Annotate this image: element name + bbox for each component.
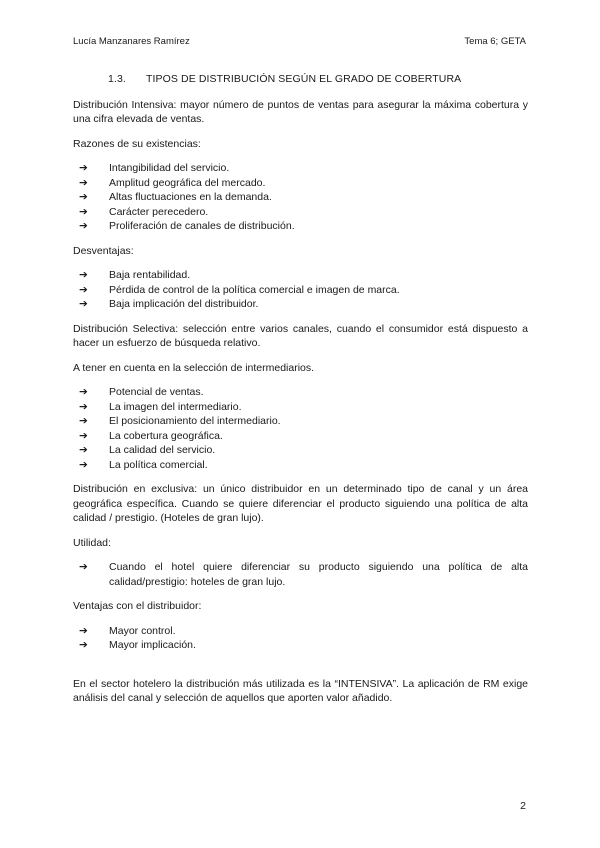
selectiva-consider-list bbox=[73, 385, 528, 472]
arrow-bullet-icon: ➔ bbox=[79, 386, 88, 398]
list-item bbox=[79, 297, 528, 312]
list-item-text: Baja implicación del distribuidor. bbox=[109, 298, 259, 310]
arrow-bullet-icon: ➔ bbox=[79, 220, 88, 232]
list-item-text: El posicionamiento del intermediario. bbox=[109, 415, 281, 427]
selectiva-consider-label: A tener en cuenta en la selección de intermediarios. bbox=[73, 361, 315, 374]
list-item bbox=[79, 205, 528, 220]
list-item bbox=[79, 161, 528, 176]
intensiva-disadvantages-label: Desventajas: bbox=[73, 244, 134, 257]
list-item bbox=[79, 268, 528, 283]
document-body bbox=[73, 72, 528, 716]
list-item-text: La imagen del intermediario. bbox=[109, 400, 242, 413]
arrow-bullet-icon: ➔ bbox=[79, 162, 88, 174]
exclusiva-utility-label: Utilidad: bbox=[73, 536, 111, 549]
list-item bbox=[79, 283, 528, 298]
arrow-bullet-icon: ➔ bbox=[79, 429, 88, 442]
intensiva-reasons-list bbox=[73, 161, 528, 234]
arrow-bullet-icon: ➔ bbox=[79, 415, 88, 427]
list-item bbox=[79, 385, 528, 400]
arrow-bullet-icon: ➔ bbox=[79, 458, 88, 471]
section-heading bbox=[73, 72, 528, 87]
arrow-bullet-icon: ➔ bbox=[79, 444, 88, 456]
page-number: 2 bbox=[520, 800, 526, 812]
arrow-bullet-icon: ➔ bbox=[79, 561, 88, 573]
header-author: Lucía Manzanares Ramírez bbox=[73, 36, 190, 47]
list-item bbox=[79, 414, 528, 429]
exclusiva-utility-list bbox=[73, 560, 528, 589]
list-item-text: Pérdida de control de la política comercial e imagen de marca. bbox=[109, 283, 400, 296]
list-item-text: Baja rentabilidad. bbox=[109, 269, 191, 281]
exclusiva-advantages-label: Ventajas con el distribuidor: bbox=[73, 600, 202, 612]
selectiva-definition: Distribución Selectiva: selección entre varios canales, cuando el consumidor está dispuesto a hacer un esfuerzo de búsqueda relativo. bbox=[73, 322, 528, 349]
list-item-text: Mayor control. bbox=[109, 624, 176, 637]
list-item-text: La cobertura geográfica. bbox=[109, 429, 223, 442]
arrow-bullet-icon: ➔ bbox=[79, 283, 88, 296]
list-item bbox=[79, 443, 528, 458]
arrow-bullet-icon: ➔ bbox=[79, 624, 88, 637]
arrow-bullet-icon: ➔ bbox=[79, 639, 88, 651]
arrow-bullet-icon: ➔ bbox=[79, 191, 88, 203]
list-item-text: Cuando el hotel quiere diferenciar su producto siguiendo una política de alta calidad/prestigio: hoteles de gran lujo. bbox=[109, 561, 528, 588]
list-item-text: Proliferación de canales de distribución. bbox=[109, 220, 295, 232]
intensiva-disadvantages-list bbox=[73, 268, 528, 312]
list-item bbox=[79, 638, 528, 653]
spacer bbox=[73, 663, 528, 677]
conclusion-paragraph: En el sector hotelero la distribución más utilizada es la “INTENSIVA”. La aplicación de RM exige análisis del canal y selección de aquellos que aporten valor añadido. bbox=[73, 677, 528, 704]
list-item bbox=[79, 624, 528, 639]
list-item bbox=[79, 560, 528, 589]
list-item bbox=[79, 219, 528, 234]
list-item-text: La calidad del servicio. bbox=[109, 444, 216, 456]
list-item-text: Altas fluctuaciones en la demanda. bbox=[109, 191, 272, 203]
list-item bbox=[79, 190, 528, 205]
arrow-bullet-icon: ➔ bbox=[79, 298, 88, 310]
intensiva-reasons-label: Razones de su existencias: bbox=[73, 137, 201, 150]
section-number: 1.3. bbox=[108, 73, 126, 85]
header-topic: Tema 6; GETA bbox=[464, 36, 526, 47]
list-item-text: Potencial de ventas. bbox=[109, 386, 204, 398]
list-item bbox=[79, 176, 528, 191]
section-title: TIPOS DE DISTRIBUCIÓN SEGÚN EL GRADO DE COBERTURA bbox=[146, 73, 462, 85]
exclusiva-definition: Distribución en exclusiva: un único distribuidor en un determinado tipo de canal y un área geográfica específica. Cuando se quiere diferenciar el producto siguiendo una política de alta calidad / prestigio. (Hoteles de gran lujo). bbox=[73, 483, 528, 524]
list-item-text: La política comercial. bbox=[109, 458, 208, 471]
arrow-bullet-icon: ➔ bbox=[79, 400, 88, 413]
list-item-text: Carácter perecedero. bbox=[109, 205, 209, 218]
list-item bbox=[79, 429, 528, 444]
list-item bbox=[79, 400, 528, 415]
list-item-text: Intangibilidad del servicio. bbox=[109, 162, 230, 174]
list-item bbox=[79, 458, 528, 473]
list-item-text: Mayor implicación. bbox=[109, 639, 196, 651]
arrow-bullet-icon: ➔ bbox=[79, 176, 88, 189]
list-item-text: Amplitud geográfica del mercado. bbox=[109, 176, 266, 189]
exclusiva-advantages-list bbox=[73, 624, 528, 653]
arrow-bullet-icon: ➔ bbox=[79, 269, 88, 281]
intensiva-definition: Distribución Intensiva: mayor número de puntos de ventas para asegurar la máxima cobertura y una cifra elevada de ventas. bbox=[73, 98, 528, 125]
arrow-bullet-icon: ➔ bbox=[79, 205, 88, 218]
